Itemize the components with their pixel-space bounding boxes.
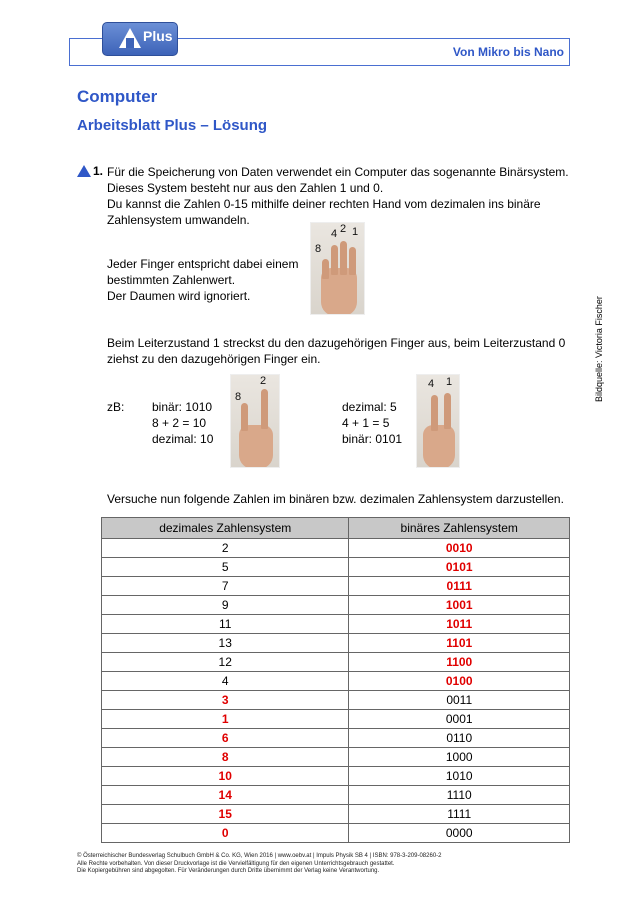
binary-cell: 1000 [349,748,570,767]
table-row [102,653,570,672]
state-line: ziehst zu den dazugehörigen Finger ein. [107,352,321,366]
table-row [102,577,570,596]
table-row [102,786,570,805]
decimal-cell: 3 [102,691,349,710]
plus-logo [102,22,178,56]
table-row [102,748,570,767]
finger-label: 1 [352,226,359,238]
decimal-cell: 7 [102,577,349,596]
footer-copyright [77,853,442,876]
table-row [102,539,570,558]
example-line: binär: 1010 [152,400,213,414]
finger-explanation [107,256,298,304]
table-row [102,767,570,786]
decimal-cell: 0 [102,824,349,843]
intro-line: Für die Speicherung von Daten verwendet ein Computer das sogenannte Binärsystem. [107,165,569,179]
finger-label: 8 [235,391,242,403]
task-instruction: Versuche nun folgende Zahlen im binären bzw. dezimalen Zahlensystem darzustellen. [107,492,564,506]
table-row [102,634,570,653]
binary-cell: 0011 [349,691,570,710]
table-row [102,824,570,843]
decimal-cell: 5 [102,558,349,577]
decimal-cell: 13 [102,634,349,653]
intro-line: Zahlensystem umwandeln. [107,213,250,227]
binary-cell: 1101 [349,634,570,653]
decimal-cell: 10 [102,767,349,786]
binary-cell: 1110 [349,786,570,805]
binary-cell: 1011 [349,615,570,634]
table-row [102,672,570,691]
example-line: binär: 0101 [342,432,403,446]
intro-line: Du kannst die Zahlen 0-15 mithilfe deiner rechten Hand vom dezimalen ins binäre [107,197,541,211]
intro-line: Dieses System besteht nur aus den Zahlen 1 und 0. [107,181,384,195]
finger-line: bestimmten Zahlenwert. [107,273,236,287]
page-title: Computer [77,87,158,106]
binary-cell: 1001 [349,596,570,615]
hand-photo-binary-1010 [230,374,280,468]
decimal-cell: 8 [102,748,349,767]
decimal-cell: 4 [102,672,349,691]
decimal-cell: 1 [102,710,349,729]
finger-label: 1 [446,376,453,388]
binary-cell: 0000 [349,824,570,843]
table-row [102,710,570,729]
example-line: dezimal: 10 [152,432,214,446]
example-left [152,399,213,447]
task-intro [107,164,569,228]
example-label: zB: [107,400,125,414]
binary-cell: 0111 [349,577,570,596]
decimal-cell: 9 [102,596,349,615]
hand-photo-all-fingers [310,222,365,315]
header-binary: binäres Zahlensystem [349,518,570,539]
finger-label: 4 [428,378,435,390]
table-row [102,615,570,634]
task-number: 1. [93,164,104,178]
table-header-row [102,518,570,539]
plus-task-icon [77,165,91,177]
state-explanation [107,335,565,367]
binary-cell: 0001 [349,710,570,729]
logo-text: Plus [143,28,173,44]
binary-cell: 1100 [349,653,570,672]
decimal-cell: 6 [102,729,349,748]
finger-label: 4 [331,228,338,240]
header-decimal: dezimales Zahlensystem [102,518,349,539]
footer-line: Alle Rechte vorbehalten. Von dieser Druckvorlage ist die Vervielfältigung für den eigenen Unterrichtsgebrauch gestattet. [77,860,395,867]
binary-cell: 0010 [349,539,570,558]
footer-line: © Österreichischer Bundesverlag Schulbuch GmbH & Co. KG, Wien 2016 | www.oebv.at | Impuls Physik SB 4 | ISBN: 978-3-209-08260-2 [77,853,442,859]
decimal-cell: 12 [102,653,349,672]
table-row [102,805,570,824]
table-row [102,558,570,577]
finger-line: Jeder Finger entspricht dabei einem [107,257,299,271]
example-line: 4 + 1 = 5 [342,416,390,430]
hand-photo-binary-0101 [416,374,460,468]
subject-title: Von Mikro bis Nano [452,45,564,59]
finger-label: 8 [315,243,322,255]
decimal-cell: 15 [102,805,349,824]
example-line: 8 + 2 = 10 [152,416,207,430]
binary-cell: 0101 [349,558,570,577]
logo-triangle-cut [126,38,134,48]
state-line: Beim Leiterzustand 1 streckst du den dazugehörigen Finger aus, beim Leiterzustand 0 [107,336,566,350]
table-row [102,596,570,615]
decimal-cell: 11 [102,615,349,634]
table-row [102,729,570,748]
finger-label: 2 [340,223,347,235]
finger-label: 2 [260,375,267,387]
binary-cell: 0110 [349,729,570,748]
binary-cell: 0100 [349,672,570,691]
page-subtitle: Arbeitsblatt Plus – Lösung [77,117,268,134]
example-right [342,399,402,447]
example-line: dezimal: 5 [342,400,397,414]
image-credit: Bildquelle: Victoria Fischer [594,296,604,402]
finger-line: Der Daumen wird ignoriert. [107,289,251,303]
binary-cell: 1010 [349,767,570,786]
table-body [102,539,570,843]
conversion-table [101,517,570,843]
table-row [102,691,570,710]
binary-cell: 1111 [349,805,570,824]
decimal-cell: 14 [102,786,349,805]
footer-line: Die Kopiergebühren sind abgegolten. Für Veränderungen durch Dritte übernimmt der Verlag keine Verantwortung. [77,868,380,874]
decimal-cell: 2 [102,539,349,558]
